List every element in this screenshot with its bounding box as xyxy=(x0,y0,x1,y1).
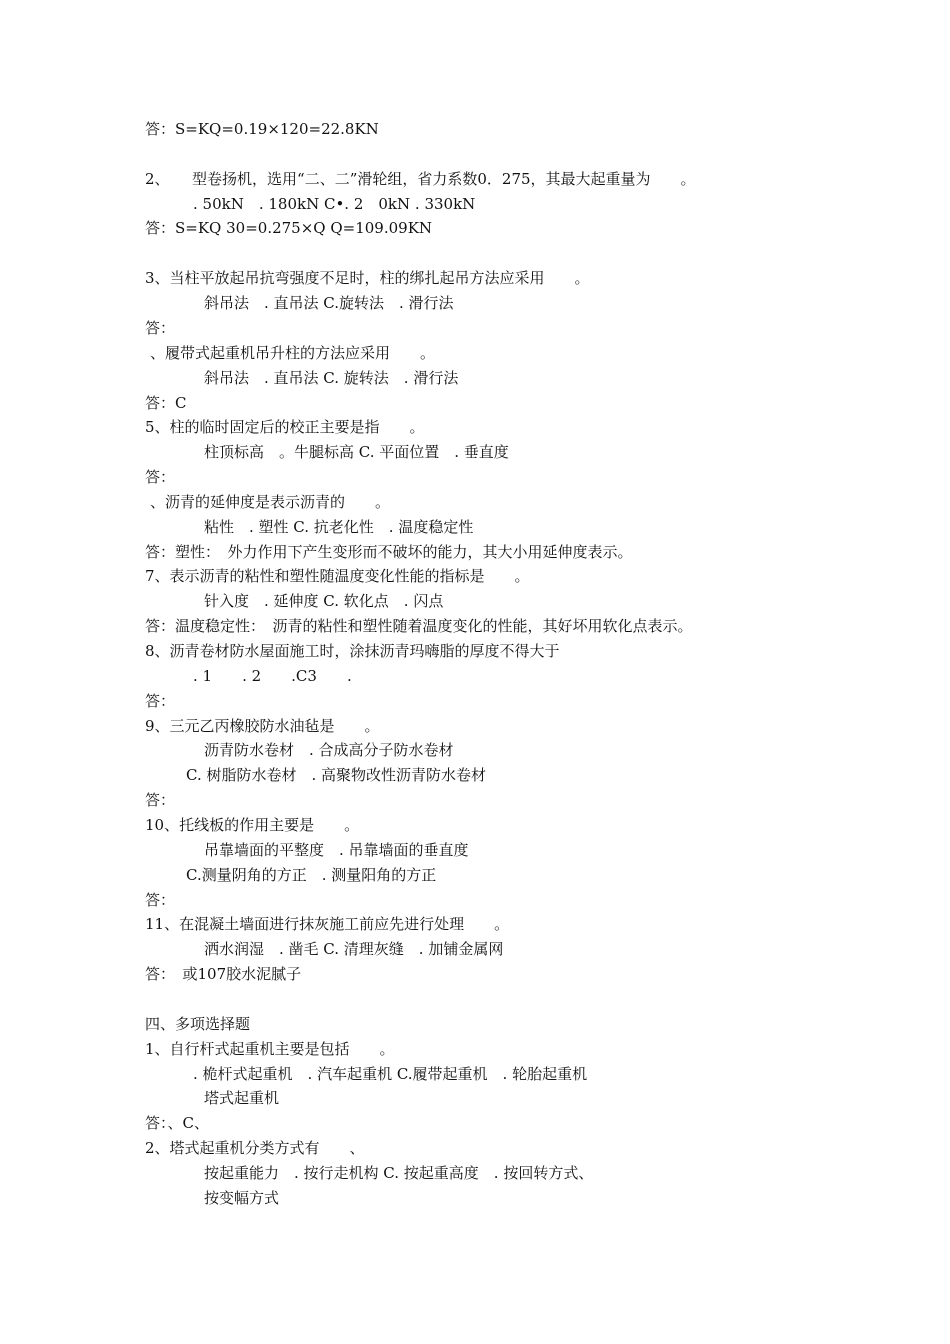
question-line: 9、三元乙丙橡胶防水油毡是 。 xyxy=(145,717,380,735)
answer-line: 答： xyxy=(145,791,176,809)
answer-line: 答：温度稳定性： 沥青的粘性和塑性随着温度变化的性能，其好坏用软化点表示。 xyxy=(145,617,693,635)
question-line: 、沥青的延伸度是表示沥青的 。 xyxy=(150,493,391,511)
options-line: . 桅杆式起重机 . 汽车起重机 C.履带起重机 . 轮胎起重机 xyxy=(193,1065,588,1083)
options-line: 针入度 . 延伸度 C. 软化点 . 闪点 xyxy=(204,592,444,610)
options-line: 吊靠墙面的平整度 . 吊靠墙面的垂直度 xyxy=(204,841,469,859)
answer-line: 答：S=KQ=0.19×120=22.8KN xyxy=(145,120,379,138)
options-line: 斜吊法 . 直吊法 C. 旋转法 . 滑行法 xyxy=(204,369,459,387)
question-line: 2、 型卷扬机，选用“二、二”滑轮组，省力系数0．275，其最大起重量为 。 xyxy=(145,170,696,188)
options-line: 沥青防水卷材 . 合成高分子防水卷材 xyxy=(204,741,454,759)
answer-line: 答：S=KQ 30=0.275×Q Q=109.09KN xyxy=(145,219,433,237)
options-line: 按起重能力 . 按行走机构 C. 按起重高度 . 按回转方式、 xyxy=(204,1164,594,1182)
options-line: . 50kN . 180kN C•. 2 0kN . 330kN xyxy=(193,195,476,213)
options-line: 粘性 . 塑性 C. 抗老化性 . 温度稳定性 xyxy=(204,518,474,536)
answer-line: 答： xyxy=(145,891,176,909)
question-line: 7、表示沥青的粘性和塑性随温度变化性能的指标是 。 xyxy=(145,567,530,585)
options-line: C.测量阴角的方正 . 测量阳角的方正 xyxy=(186,866,437,884)
answer-line: 答： 或107胶水泥腻子 xyxy=(145,965,302,983)
options-line: 按变幅方式 xyxy=(204,1189,280,1207)
question-line: 11、在混凝土墙面进行抹灰施工前应先进行处理 。 xyxy=(145,915,510,933)
answer-line: 答： xyxy=(145,319,176,337)
question-line: 、履带式起重机吊升柱的方法应采用 。 xyxy=(150,344,436,362)
question-line: 2、塔式起重机分类方式有 、 xyxy=(145,1139,365,1157)
question-line: 5、柱的临时固定后的校正主要是指 。 xyxy=(145,418,425,436)
question-line: 1、自行杆式起重机主要是包括 。 xyxy=(145,1040,395,1058)
options-line: 洒水润湿 . 凿毛 C. 清理灰缝 . 加铺金属网 xyxy=(204,940,504,958)
answer-line: 答：C xyxy=(145,394,187,412)
options-line: 塔式起重机 xyxy=(204,1089,280,1107)
options-line: . 1 . 2 .C3 . xyxy=(193,667,352,685)
answer-line: 答： xyxy=(145,468,176,486)
question-line: 8、沥青卷材防水屋面施工时，涂抹沥青玛嗨脂的厚度不得大于 xyxy=(145,642,560,660)
options-line: C. 树脂防水卷材 . 高聚物改性沥青防水卷材 xyxy=(186,766,487,784)
question-line: 10、托线板的作用主要是 。 xyxy=(145,816,360,834)
answer-line: 答：、C、 xyxy=(145,1114,209,1132)
answer-line: 答：塑性： 外力作用下产生变形而不破坏的能力，其大小用延伸度表示。 xyxy=(145,543,633,561)
question-line: 3、当柱平放起吊抗弯强度不足时，柱的绑扎起吊方法应采用 。 xyxy=(145,269,590,287)
options-line: 柱顶标高 。牛腿标高 C. 平面位置 . 垂直度 xyxy=(204,443,509,461)
section-heading: 四、多项选择题 xyxy=(145,1015,251,1033)
options-line: 斜吊法 . 直吊法 C.旋转法 . 滑行法 xyxy=(204,294,454,312)
answer-line: 答： xyxy=(145,692,176,710)
